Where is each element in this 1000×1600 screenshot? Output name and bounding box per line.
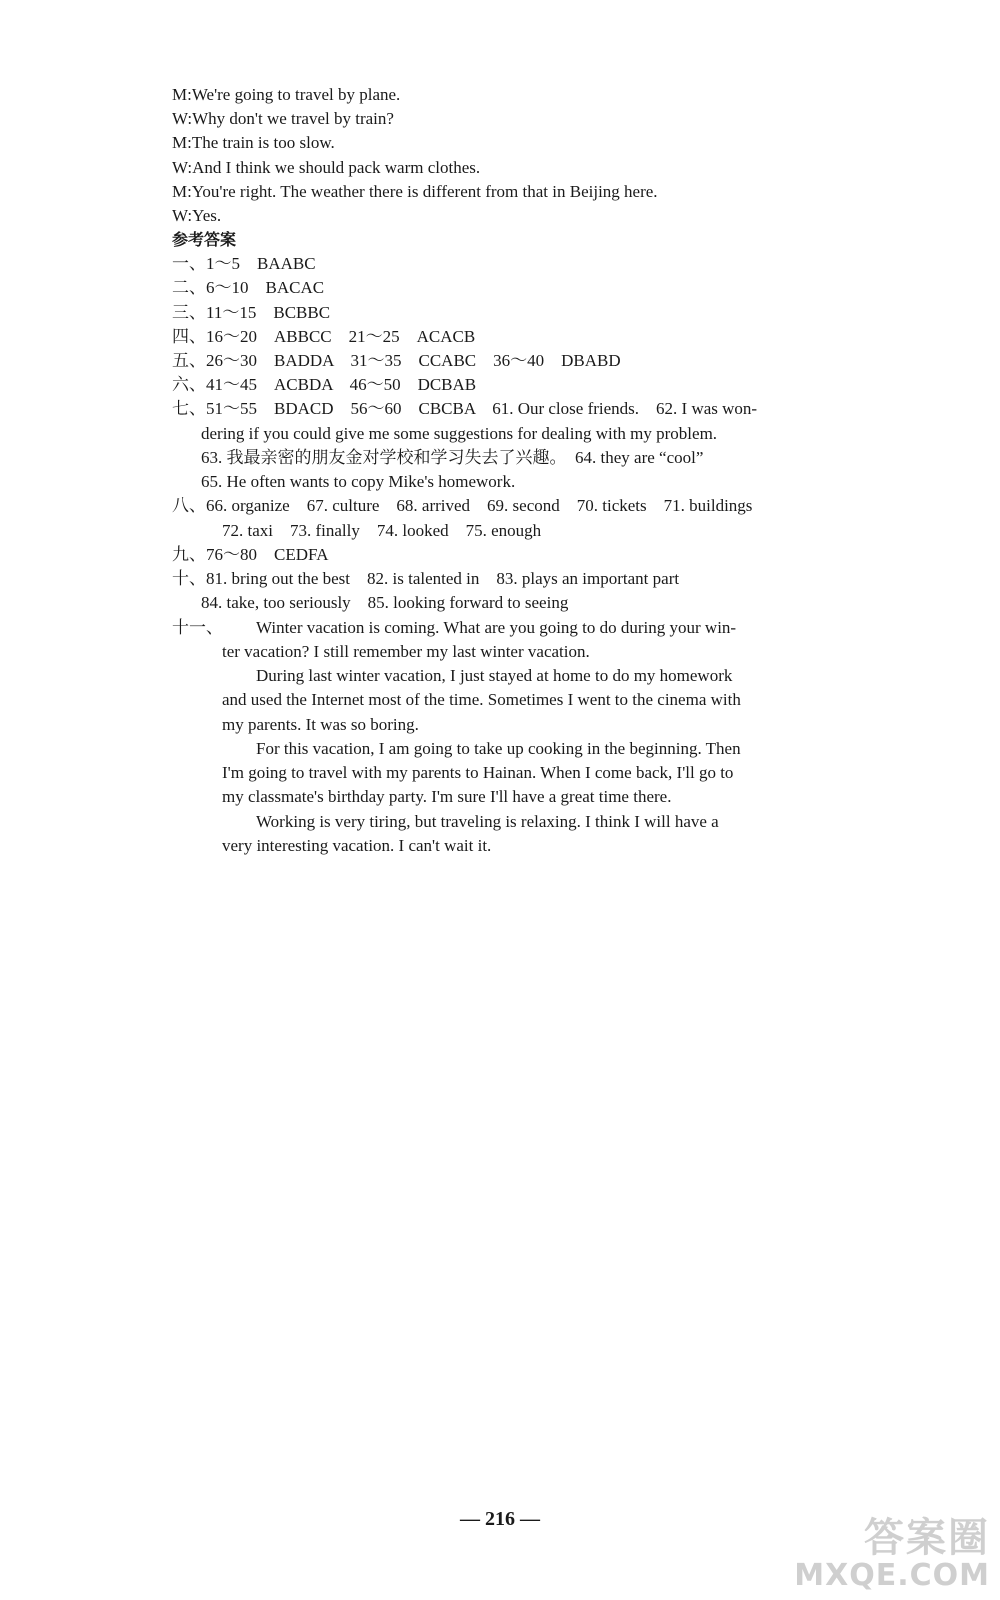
essay-line: Working is very tiring, but traveling is relaxing. I think I will have a <box>256 812 719 831</box>
dialogue-line: W:Yes. <box>172 206 222 225</box>
essay-line: During last winter vacation, I just stayed at home to do my homework <box>256 666 733 685</box>
answer-line: 72. taxi 73. finally 74. looked 75. enough <box>222 521 542 540</box>
watermark-text-bottom: MXQE.COM <box>794 1558 990 1593</box>
essay-line: my classmate's birthday party. I'm sure I'll have a great time there. <box>222 787 672 806</box>
essay-label: 十一、 <box>172 618 223 637</box>
answers-heading: 参考答案 <box>172 230 237 249</box>
dialogue-line: M:We're going to travel by plane. <box>172 85 401 104</box>
watermark-logo <box>794 1516 990 1592</box>
answer-line: 九、76～80 CEDFA <box>172 545 329 564</box>
answer-line: 三、11～15 BCBBC <box>172 303 331 322</box>
answer-line: 一、1～5 BAABC <box>172 254 316 273</box>
dialogue-line: W:And I think we should pack warm clothes. <box>172 158 481 177</box>
essay-line: Winter vacation is coming. What are you going to do during your win- <box>256 618 737 637</box>
answer-line: 五、26～30 BADDA 31～35 CCABC 36～40 DBABD <box>172 351 621 370</box>
answer-line: 十、81. bring out the best 82. is talented in 83. plays an important part <box>172 569 680 588</box>
answer-line: 七、51～55 BDACD 56～60 CBCBA 61. Our close friends. 62. I was won- <box>172 399 758 418</box>
watermark-text-top: 答案圈 <box>864 1515 990 1561</box>
answer-line: dering if you could give me some suggestions for dealing with my problem. <box>201 424 718 443</box>
essay-line: I'm going to travel with my parents to Hainan. When I come back, I'll go to <box>222 763 734 782</box>
answer-line: 四、16～20 ABBCC 21～25 ACACB <box>172 327 476 346</box>
dialogue-line: M:You're right. The weather there is different from that in Beijing here. <box>172 182 658 201</box>
essay-line: my parents. It was so boring. <box>222 715 419 734</box>
answer-line: 八、66. organize 67. culture 68. arrived 69. second 70. tickets 71. buildings <box>172 496 753 515</box>
essay-line: ter vacation? I still remember my last winter vacation. <box>222 642 590 661</box>
answer-line: 二、6～10 BACAC <box>172 278 325 297</box>
essay-line: very interesting vacation. I can't wait it. <box>222 836 492 855</box>
answer-line: 63. 我最亲密的朋友金对学校和学习失去了兴趣。 64. they are “cool” <box>201 448 704 467</box>
answer-line: 84. take, too seriously 85. looking forward to seeing <box>201 593 569 612</box>
essay-line: and used the Internet most of the time. Sometimes I went to the cinema with <box>222 690 741 709</box>
page-number: — 216 — <box>460 1508 540 1530</box>
answer-line: 65. He often wants to copy Mike's homework. <box>201 472 516 491</box>
dialogue-line: M:The train is too slow. <box>172 133 335 152</box>
essay-line: For this vacation, I am going to take up cooking in the beginning. Then <box>256 739 741 758</box>
answer-line: 六、41～45 ACBDA 46～50 DCBAB <box>172 375 477 394</box>
dialogue-line: W:Why don't we travel by train? <box>172 109 394 128</box>
